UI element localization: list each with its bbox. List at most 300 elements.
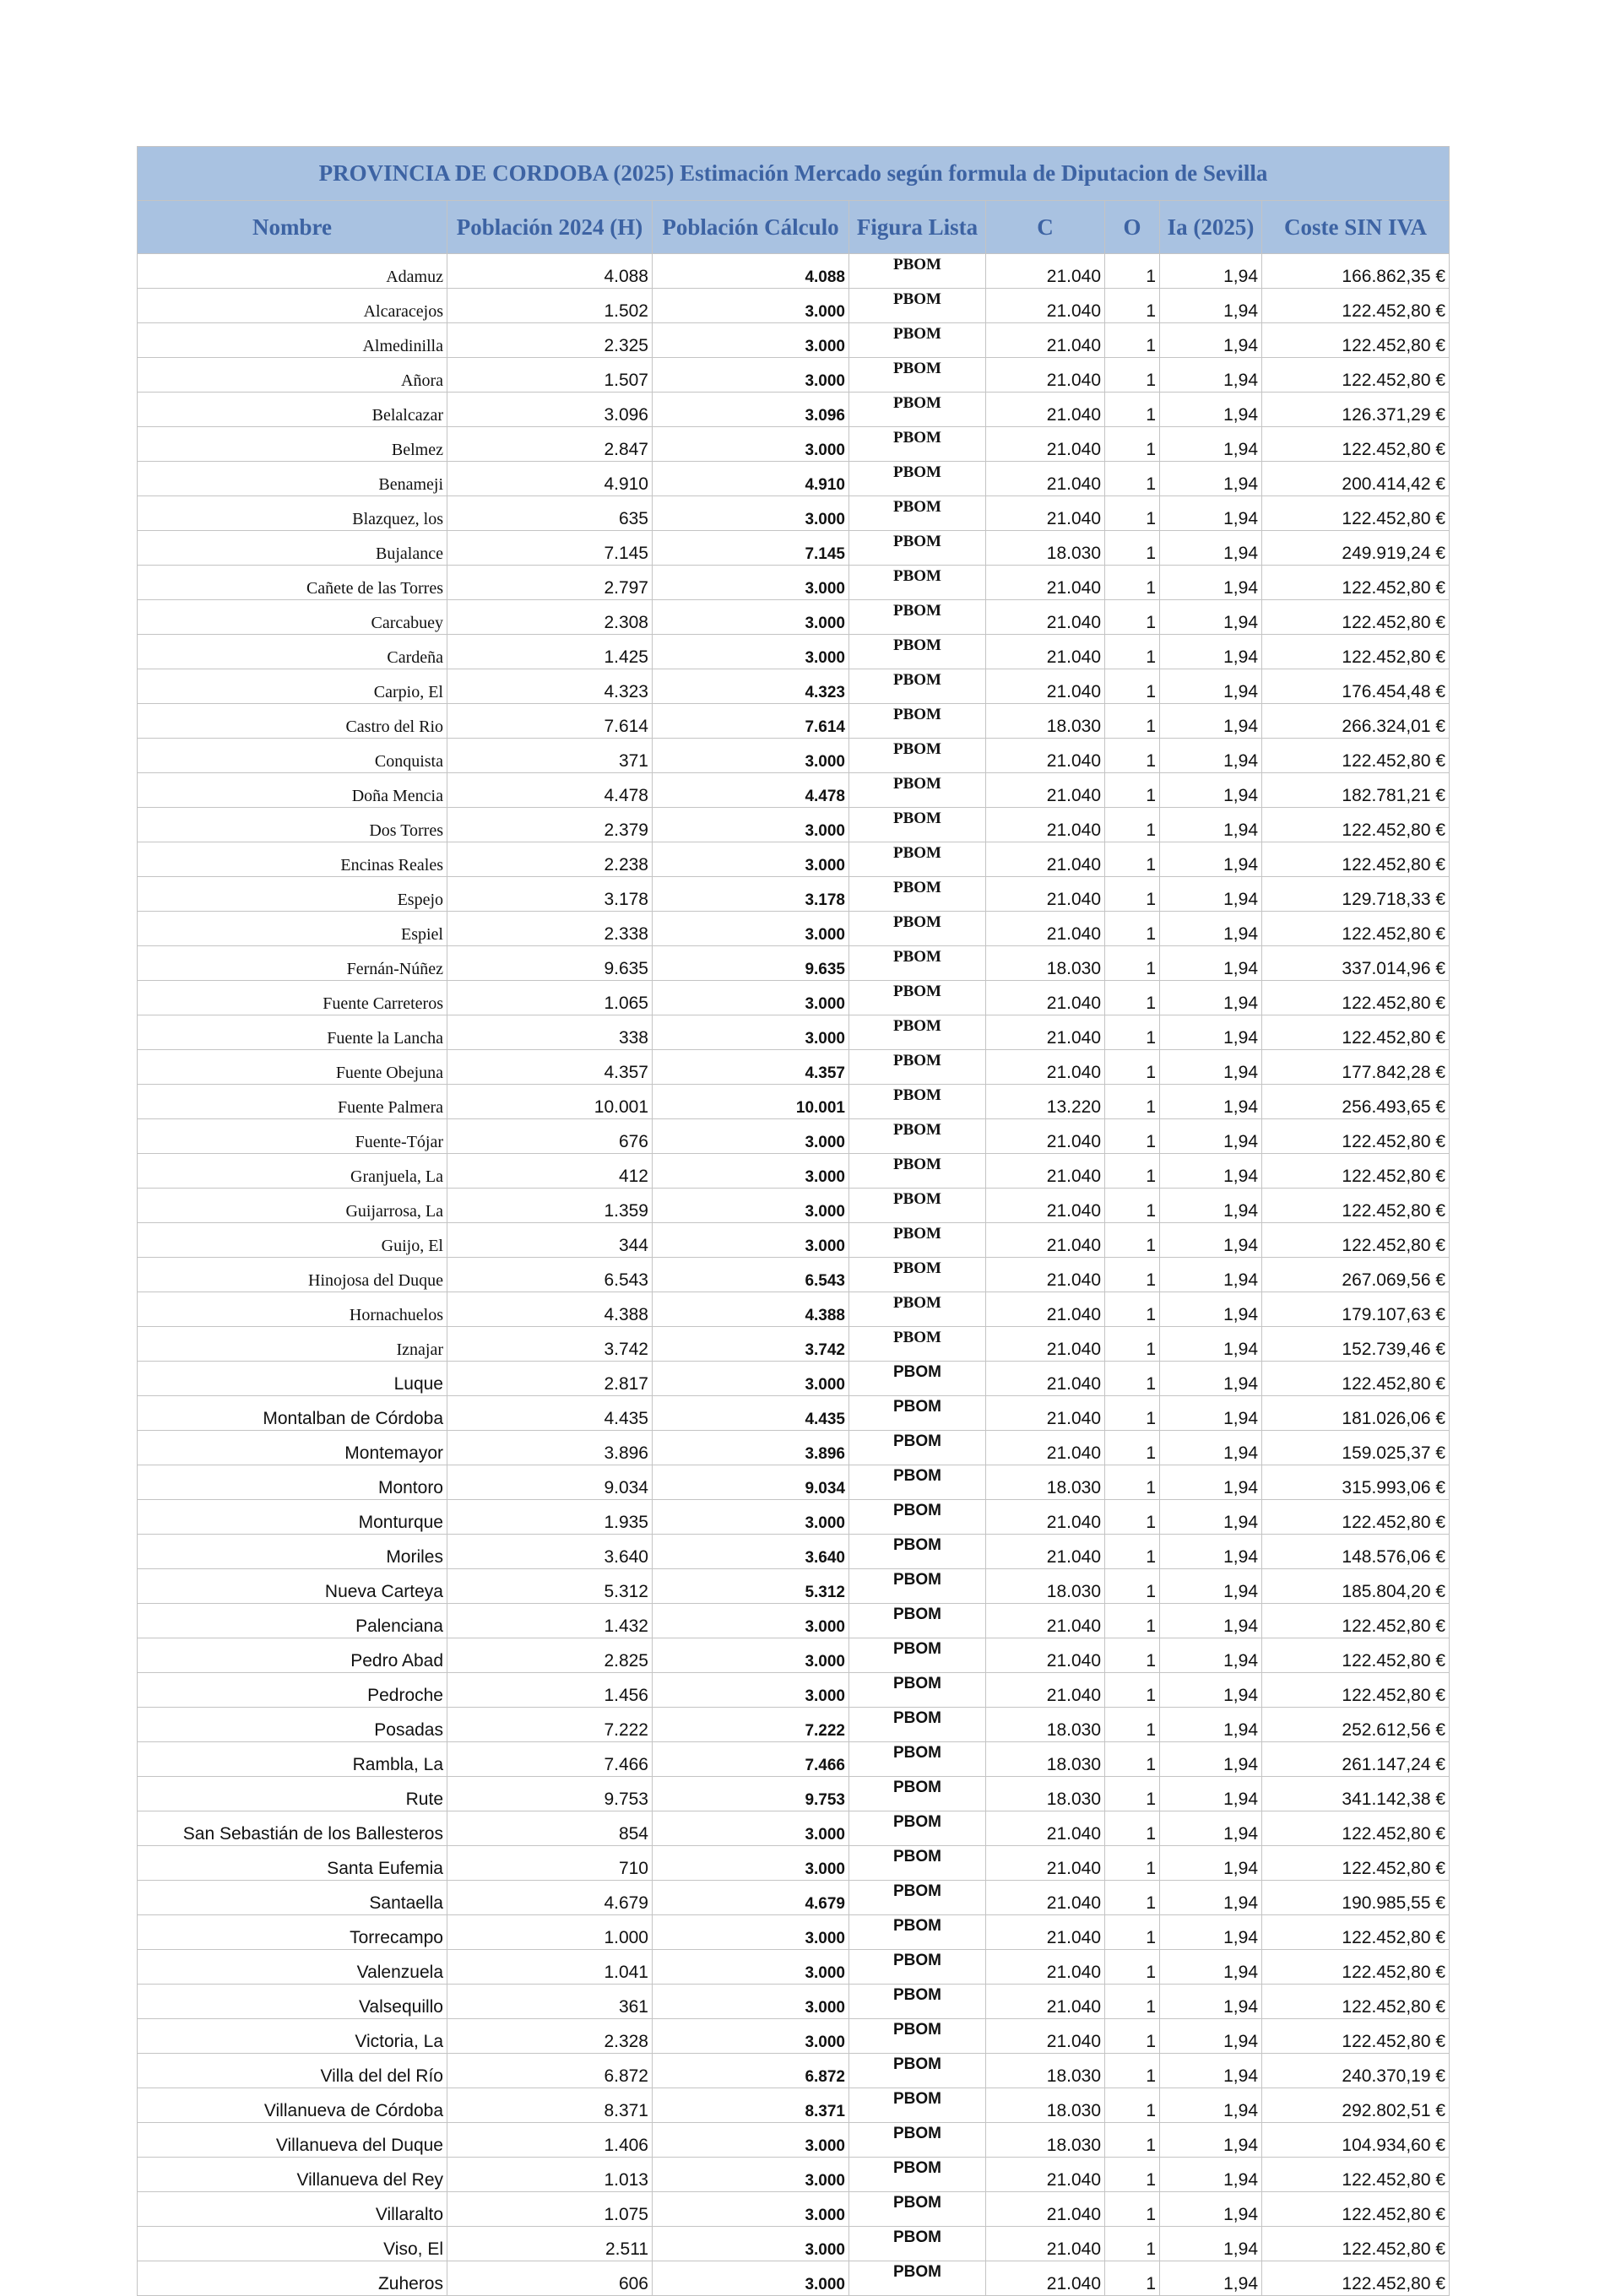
cell-o: 1 — [1105, 1500, 1160, 1535]
cell-poblacion-2024: 1.075 — [447, 2192, 653, 2227]
cell-coste-sin-iva: 122.452,80 € — [1262, 2192, 1450, 2227]
cell-poblacion-calculo: 9.034 — [653, 1465, 849, 1500]
cell-poblacion-2024: 854 — [447, 1811, 653, 1846]
cell-nombre: Fuente Carreteros — [138, 981, 447, 1015]
cell-nombre: Cañete de las Torres — [138, 566, 447, 600]
cell-ia-2025: 1,94 — [1160, 600, 1262, 635]
cell-o: 1 — [1105, 912, 1160, 946]
cell-poblacion-calculo: 3.000 — [653, 566, 849, 600]
cell-poblacion-calculo: 3.000 — [653, 2192, 849, 2227]
cell-poblacion-2024: 7.614 — [447, 704, 653, 739]
table-row — [138, 1223, 1450, 1258]
cell-poblacion-calculo: 3.178 — [653, 877, 849, 912]
cell-coste-sin-iva: 267.069,56 € — [1262, 1258, 1450, 1292]
cell-poblacion-calculo: 3.000 — [653, 1119, 849, 1154]
cell-ia-2025: 1,94 — [1160, 427, 1262, 462]
cell-c: 21.040 — [986, 1500, 1105, 1535]
cell-poblacion-2024: 635 — [447, 496, 653, 531]
cell-o: 1 — [1105, 1846, 1160, 1881]
cell-poblacion-2024: 4.323 — [447, 669, 653, 704]
table-row — [138, 2261, 1450, 2296]
table-row — [138, 600, 1450, 635]
cell-ia-2025: 1,94 — [1160, 1396, 1262, 1431]
cell-ia-2025: 1,94 — [1160, 1777, 1262, 1811]
cell-poblacion-calculo: 9.753 — [653, 1777, 849, 1811]
cell-poblacion-2024: 1.507 — [447, 358, 653, 393]
cell-c: 21.040 — [986, 254, 1105, 289]
cell-coste-sin-iva: 159.025,37 € — [1262, 1431, 1450, 1465]
cell-o: 1 — [1105, 600, 1160, 635]
cell-ia-2025: 1,94 — [1160, 2158, 1262, 2192]
cell-figura-lista: PBOM — [849, 358, 986, 393]
cell-c: 21.040 — [986, 1223, 1105, 1258]
cell-poblacion-2024: 9.034 — [447, 1465, 653, 1500]
cell-o: 1 — [1105, 1915, 1160, 1950]
cell-o: 1 — [1105, 669, 1160, 704]
cell-figura-lista: PBOM — [849, 1327, 986, 1362]
cell-poblacion-2024: 676 — [447, 1119, 653, 1154]
table-row — [138, 1015, 1450, 1050]
cell-poblacion-calculo: 7.614 — [653, 704, 849, 739]
cell-figura-lista: PBOM — [849, 1569, 986, 1604]
cell-poblacion-calculo: 3.000 — [653, 1673, 849, 1708]
cell-figura-lista: PBOM — [849, 842, 986, 877]
cell-coste-sin-iva: 152.739,46 € — [1262, 1327, 1450, 1362]
table-row — [138, 877, 1450, 912]
cell-ia-2025: 1,94 — [1160, 1604, 1262, 1638]
table-row — [138, 704, 1450, 739]
cell-ia-2025: 1,94 — [1160, 1985, 1262, 2019]
cell-poblacion-2024: 371 — [447, 739, 653, 773]
table-row — [138, 2054, 1450, 2088]
cell-nombre: Blazquez, los — [138, 496, 447, 531]
cell-nombre: Monturque — [138, 1500, 447, 1535]
header-c: C — [986, 201, 1105, 254]
cell-poblacion-calculo: 3.000 — [653, 600, 849, 635]
cell-c: 21.040 — [986, 566, 1105, 600]
table-row — [138, 462, 1450, 496]
table-row — [138, 1811, 1450, 1846]
cell-coste-sin-iva: 148.576,06 € — [1262, 1535, 1450, 1569]
cell-coste-sin-iva: 122.452,80 € — [1262, 1638, 1450, 1673]
cell-o: 1 — [1105, 842, 1160, 877]
cell-poblacion-2024: 2.817 — [447, 1362, 653, 1396]
cell-poblacion-2024: 1.013 — [447, 2158, 653, 2192]
cell-figura-lista: PBOM — [849, 496, 986, 531]
cell-figura-lista: PBOM — [849, 2158, 986, 2192]
cell-figura-lista: PBOM — [849, 877, 986, 912]
cell-nombre: Bujalance — [138, 531, 447, 566]
cell-coste-sin-iva: 122.452,80 € — [1262, 2261, 1450, 2296]
table-row — [138, 1881, 1450, 1915]
cell-nombre: San Sebastián de los Ballesteros — [138, 1811, 447, 1846]
cell-poblacion-calculo: 3.000 — [653, 842, 849, 877]
table-row — [138, 1431, 1450, 1465]
cell-ia-2025: 1,94 — [1160, 1223, 1262, 1258]
cell-nombre: Montemayor — [138, 1431, 447, 1465]
cell-coste-sin-iva: 176.454,48 € — [1262, 669, 1450, 704]
cell-ia-2025: 1,94 — [1160, 2019, 1262, 2054]
cell-ia-2025: 1,94 — [1160, 842, 1262, 877]
cell-o: 1 — [1105, 1777, 1160, 1811]
cell-poblacion-2024: 8.371 — [447, 2088, 653, 2123]
cell-figura-lista: PBOM — [849, 2227, 986, 2261]
cell-nombre: Santa Eufemia — [138, 1846, 447, 1881]
cell-c: 21.040 — [986, 1985, 1105, 2019]
cell-coste-sin-iva: 122.452,80 € — [1262, 1915, 1450, 1950]
cell-poblacion-calculo: 3.000 — [653, 1915, 849, 1950]
cell-ia-2025: 1,94 — [1160, 669, 1262, 704]
table-row — [138, 912, 1450, 946]
cell-coste-sin-iva: 337.014,96 € — [1262, 946, 1450, 981]
cell-poblacion-2024: 412 — [447, 1154, 653, 1189]
table-row — [138, 1569, 1450, 1604]
cell-poblacion-calculo: 5.312 — [653, 1569, 849, 1604]
cell-ia-2025: 1,94 — [1160, 1085, 1262, 1119]
cell-coste-sin-iva: 122.452,80 € — [1262, 1500, 1450, 1535]
table-row — [138, 1985, 1450, 2019]
cell-o: 1 — [1105, 1811, 1160, 1846]
cell-o: 1 — [1105, 1985, 1160, 2019]
table-row — [138, 1465, 1450, 1500]
cell-c: 21.040 — [986, 1396, 1105, 1431]
cell-poblacion-2024: 9.753 — [447, 1777, 653, 1811]
cell-c: 21.040 — [986, 1189, 1105, 1223]
cell-poblacion-2024: 344 — [447, 1223, 653, 1258]
cell-figura-lista: PBOM — [849, 1811, 986, 1846]
cell-ia-2025: 1,94 — [1160, 1846, 1262, 1881]
cell-ia-2025: 1,94 — [1160, 1742, 1262, 1777]
header-coste-sin-iva: Coste SIN IVA — [1262, 201, 1450, 254]
cell-figura-lista: PBOM — [849, 2088, 986, 2123]
cell-poblacion-2024: 606 — [447, 2261, 653, 2296]
cell-nombre: Pedroche — [138, 1673, 447, 1708]
cell-coste-sin-iva: 122.452,80 € — [1262, 1950, 1450, 1985]
cell-figura-lista: PBOM — [849, 323, 986, 358]
cell-ia-2025: 1,94 — [1160, 1465, 1262, 1500]
cell-nombre: Fuente Palmera — [138, 1085, 447, 1119]
cell-o: 1 — [1105, 1396, 1160, 1431]
cell-c: 21.040 — [986, 2158, 1105, 2192]
cell-figura-lista: PBOM — [849, 1950, 986, 1985]
cell-poblacion-calculo: 3.000 — [653, 1846, 849, 1881]
cell-coste-sin-iva: 122.452,80 € — [1262, 1673, 1450, 1708]
cell-coste-sin-iva: 122.452,80 € — [1262, 842, 1450, 877]
cell-nombre: Villa del del Río — [138, 2054, 447, 2088]
cell-o: 1 — [1105, 1604, 1160, 1638]
cell-nombre: Rambla, La — [138, 1742, 447, 1777]
cell-c: 21.040 — [986, 2019, 1105, 2054]
table-row — [138, 427, 1450, 462]
cell-nombre: Guijarrosa, La — [138, 1189, 447, 1223]
cell-c: 18.030 — [986, 1465, 1105, 1500]
cell-coste-sin-iva: 122.452,80 € — [1262, 427, 1450, 462]
cell-coste-sin-iva: 166.862,35 € — [1262, 254, 1450, 289]
cell-coste-sin-iva: 252.612,56 € — [1262, 1708, 1450, 1742]
cell-ia-2025: 1,94 — [1160, 773, 1262, 808]
cell-o: 1 — [1105, 1258, 1160, 1292]
table-row — [138, 1638, 1450, 1673]
cell-ia-2025: 1,94 — [1160, 635, 1262, 669]
cell-poblacion-2024: 2.797 — [447, 566, 653, 600]
cell-ia-2025: 1,94 — [1160, 1327, 1262, 1362]
cell-o: 1 — [1105, 2088, 1160, 2123]
cell-poblacion-calculo: 4.910 — [653, 462, 849, 496]
table-row — [138, 981, 1450, 1015]
cell-coste-sin-iva: 122.452,80 € — [1262, 1811, 1450, 1846]
cell-poblacion-2024: 4.357 — [447, 1050, 653, 1085]
table-row — [138, 531, 1450, 566]
cell-nombre: Almedinilla — [138, 323, 447, 358]
cell-c: 18.030 — [986, 531, 1105, 566]
cell-figura-lista: PBOM — [849, 566, 986, 600]
cell-ia-2025: 1,94 — [1160, 2123, 1262, 2158]
cell-poblacion-2024: 2.325 — [447, 323, 653, 358]
cell-figura-lista: PBOM — [849, 1985, 986, 2019]
cell-ia-2025: 1,94 — [1160, 531, 1262, 566]
cell-coste-sin-iva: 179.107,63 € — [1262, 1292, 1450, 1327]
cell-coste-sin-iva: 122.452,80 € — [1262, 1985, 1450, 2019]
cell-poblacion-2024: 3.742 — [447, 1327, 653, 1362]
cell-nombre: Belmez — [138, 427, 447, 462]
cell-c: 18.030 — [986, 2054, 1105, 2088]
table-row — [138, 2158, 1450, 2192]
cell-poblacion-calculo: 3.000 — [653, 1500, 849, 1535]
cell-poblacion-calculo: 6.543 — [653, 1258, 849, 1292]
cell-nombre: Fernán-Núñez — [138, 946, 447, 981]
cell-coste-sin-iva: 261.147,24 € — [1262, 1742, 1450, 1777]
cell-poblacion-calculo: 4.478 — [653, 773, 849, 808]
table-row — [138, 1846, 1450, 1881]
cell-poblacion-calculo: 3.000 — [653, 1638, 849, 1673]
cell-nombre: Villanueva de Córdoba — [138, 2088, 447, 2123]
cell-poblacion-calculo: 3.000 — [653, 323, 849, 358]
cell-nombre: Doña Mencia — [138, 773, 447, 808]
cell-o: 1 — [1105, 1708, 1160, 1742]
cell-nombre: Viso, El — [138, 2227, 447, 2261]
cell-coste-sin-iva: 122.452,80 € — [1262, 496, 1450, 531]
cell-o: 1 — [1105, 1015, 1160, 1050]
cell-figura-lista: PBOM — [849, 254, 986, 289]
cell-coste-sin-iva: 122.452,80 € — [1262, 1189, 1450, 1223]
table-row — [138, 2192, 1450, 2227]
cell-c: 18.030 — [986, 946, 1105, 981]
cell-ia-2025: 1,94 — [1160, 2088, 1262, 2123]
cell-o: 1 — [1105, 877, 1160, 912]
cell-o: 1 — [1105, 1050, 1160, 1085]
cost-table — [137, 146, 1450, 2296]
cell-coste-sin-iva: 122.452,80 € — [1262, 566, 1450, 600]
cell-poblacion-2024: 1.406 — [447, 2123, 653, 2158]
cell-c: 13.220 — [986, 1085, 1105, 1119]
cell-c: 21.040 — [986, 1258, 1105, 1292]
cell-ia-2025: 1,94 — [1160, 1638, 1262, 1673]
cell-figura-lista: PBOM — [849, 1223, 986, 1258]
cell-poblacion-calculo: 3.000 — [653, 427, 849, 462]
cell-poblacion-2024: 2.511 — [447, 2227, 653, 2261]
cell-c: 21.040 — [986, 323, 1105, 358]
cell-o: 1 — [1105, 1085, 1160, 1119]
cell-poblacion-2024: 710 — [447, 1846, 653, 1881]
table-row — [138, 1085, 1450, 1119]
cell-ia-2025: 1,94 — [1160, 808, 1262, 842]
cell-poblacion-calculo: 6.872 — [653, 2054, 849, 2088]
cell-ia-2025: 1,94 — [1160, 981, 1262, 1015]
cell-poblacion-2024: 3.896 — [447, 1431, 653, 1465]
cell-ia-2025: 1,94 — [1160, 1500, 1262, 1535]
cell-nombre: Palenciana — [138, 1604, 447, 1638]
cell-coste-sin-iva: 249.919,24 € — [1262, 531, 1450, 566]
cell-poblacion-2024: 4.388 — [447, 1292, 653, 1327]
cell-poblacion-calculo: 3.000 — [653, 289, 849, 323]
table-row — [138, 1915, 1450, 1950]
cell-c: 21.040 — [986, 2261, 1105, 2296]
table-row — [138, 1950, 1450, 1985]
cell-poblacion-2024: 7.222 — [447, 1708, 653, 1742]
table-row — [138, 946, 1450, 981]
cell-figura-lista: PBOM — [849, 2192, 986, 2227]
table-row — [138, 1292, 1450, 1327]
cell-poblacion-calculo: 3.896 — [653, 1431, 849, 1465]
cell-poblacion-calculo: 3.000 — [653, 1985, 849, 2019]
cell-poblacion-2024: 1.502 — [447, 289, 653, 323]
cell-poblacion-2024: 1.359 — [447, 1189, 653, 1223]
cell-ia-2025: 1,94 — [1160, 1015, 1262, 1050]
cell-poblacion-calculo: 3.096 — [653, 393, 849, 427]
cell-coste-sin-iva: 240.370,19 € — [1262, 2054, 1450, 2088]
cell-poblacion-calculo: 4.323 — [653, 669, 849, 704]
cell-nombre: Rute — [138, 1777, 447, 1811]
cell-coste-sin-iva: 104.934,60 € — [1262, 2123, 1450, 2158]
cell-coste-sin-iva: 122.452,80 € — [1262, 1119, 1450, 1154]
cell-o: 1 — [1105, 1742, 1160, 1777]
table-row — [138, 1154, 1450, 1189]
cell-c: 18.030 — [986, 1742, 1105, 1777]
cell-ia-2025: 1,94 — [1160, 1535, 1262, 1569]
cell-poblacion-calculo: 3.000 — [653, 2158, 849, 2192]
cell-poblacion-2024: 4.088 — [447, 254, 653, 289]
cell-c: 21.040 — [986, 1881, 1105, 1915]
cell-coste-sin-iva: 200.414,42 € — [1262, 462, 1450, 496]
cell-c: 21.040 — [986, 1604, 1105, 1638]
cell-coste-sin-iva: 122.452,80 € — [1262, 289, 1450, 323]
cell-o: 1 — [1105, 496, 1160, 531]
cell-c: 21.040 — [986, 669, 1105, 704]
cell-figura-lista: PBOM — [849, 1015, 986, 1050]
cell-poblacion-2024: 4.679 — [447, 1881, 653, 1915]
cell-figura-lista: PBOM — [849, 2019, 986, 2054]
cell-ia-2025: 1,94 — [1160, 289, 1262, 323]
cell-c: 21.040 — [986, 462, 1105, 496]
table-row — [138, 393, 1450, 427]
cell-c: 21.040 — [986, 427, 1105, 462]
cell-nombre: Posadas — [138, 1708, 447, 1742]
cell-c: 21.040 — [986, 808, 1105, 842]
table-row — [138, 1604, 1450, 1638]
cell-poblacion-calculo: 3.000 — [653, 1362, 849, 1396]
cell-nombre: Espiel — [138, 912, 447, 946]
cell-o: 1 — [1105, 981, 1160, 1015]
cell-nombre: Añora — [138, 358, 447, 393]
cell-poblacion-2024: 1.456 — [447, 1673, 653, 1708]
cell-o: 1 — [1105, 1431, 1160, 1465]
cell-ia-2025: 1,94 — [1160, 877, 1262, 912]
cell-coste-sin-iva: 122.452,80 € — [1262, 1846, 1450, 1881]
cell-coste-sin-iva: 122.452,80 € — [1262, 635, 1450, 669]
cell-poblacion-2024: 2.338 — [447, 912, 653, 946]
cell-poblacion-2024: 4.910 — [447, 462, 653, 496]
table-row — [138, 2227, 1450, 2261]
cell-c: 21.040 — [986, 1846, 1105, 1881]
cell-coste-sin-iva: 122.452,80 € — [1262, 600, 1450, 635]
cell-nombre: Belalcazar — [138, 393, 447, 427]
cell-nombre: Carpio, El — [138, 669, 447, 704]
cell-o: 1 — [1105, 1223, 1160, 1258]
cell-figura-lista: PBOM — [849, 1189, 986, 1223]
cell-o: 1 — [1105, 2192, 1160, 2227]
cell-coste-sin-iva: 122.452,80 € — [1262, 1223, 1450, 1258]
cell-c: 18.030 — [986, 1777, 1105, 1811]
cell-figura-lista: PBOM — [849, 1638, 986, 1673]
table-row — [138, 496, 1450, 531]
cell-coste-sin-iva: 122.452,80 € — [1262, 2019, 1450, 2054]
cell-o: 1 — [1105, 254, 1160, 289]
cell-coste-sin-iva: 185.804,20 € — [1262, 1569, 1450, 1604]
cell-figura-lista: PBOM — [849, 946, 986, 981]
cell-poblacion-calculo: 3.000 — [653, 635, 849, 669]
cell-ia-2025: 1,94 — [1160, 704, 1262, 739]
cell-o: 1 — [1105, 1465, 1160, 1500]
cell-ia-2025: 1,94 — [1160, 566, 1262, 600]
cell-o: 1 — [1105, 1189, 1160, 1223]
cell-coste-sin-iva: 122.452,80 € — [1262, 1604, 1450, 1638]
cell-nombre: Villanueva del Duque — [138, 2123, 447, 2158]
cell-figura-lista: PBOM — [849, 1915, 986, 1950]
cell-figura-lista: PBOM — [849, 289, 986, 323]
table-row — [138, 1742, 1450, 1777]
cell-nombre: Adamuz — [138, 254, 447, 289]
table-row — [138, 1327, 1450, 1362]
cell-figura-lista: PBOM — [849, 2054, 986, 2088]
cell-c: 18.030 — [986, 704, 1105, 739]
cell-coste-sin-iva: 129.718,33 € — [1262, 877, 1450, 912]
cell-poblacion-calculo: 3.000 — [653, 2261, 849, 2296]
cell-o: 1 — [1105, 704, 1160, 739]
table-row — [138, 669, 1450, 704]
cell-nombre: Hinojosa del Duque — [138, 1258, 447, 1292]
cell-c: 21.040 — [986, 2227, 1105, 2261]
cell-figura-lista: PBOM — [849, 600, 986, 635]
cell-figura-lista: PBOM — [849, 2261, 986, 2296]
cell-coste-sin-iva: 190.985,55 € — [1262, 1881, 1450, 1915]
cell-coste-sin-iva: 122.452,80 € — [1262, 981, 1450, 1015]
cell-poblacion-calculo: 3.000 — [653, 739, 849, 773]
cell-c: 21.040 — [986, 1327, 1105, 1362]
cell-nombre: Espejo — [138, 877, 447, 912]
cell-ia-2025: 1,94 — [1160, 462, 1262, 496]
cell-figura-lista: PBOM — [849, 981, 986, 1015]
cell-c: 21.040 — [986, 1638, 1105, 1673]
cell-figura-lista: PBOM — [849, 808, 986, 842]
cell-nombre: Iznajar — [138, 1327, 447, 1362]
cell-c: 21.040 — [986, 1431, 1105, 1465]
cell-ia-2025: 1,94 — [1160, 739, 1262, 773]
table-row — [138, 1362, 1450, 1396]
cell-poblacion-calculo: 3.000 — [653, 2019, 849, 2054]
cell-poblacion-2024: 6.543 — [447, 1258, 653, 1292]
cell-ia-2025: 1,94 — [1160, 1119, 1262, 1154]
cell-poblacion-2024: 3.178 — [447, 877, 653, 912]
